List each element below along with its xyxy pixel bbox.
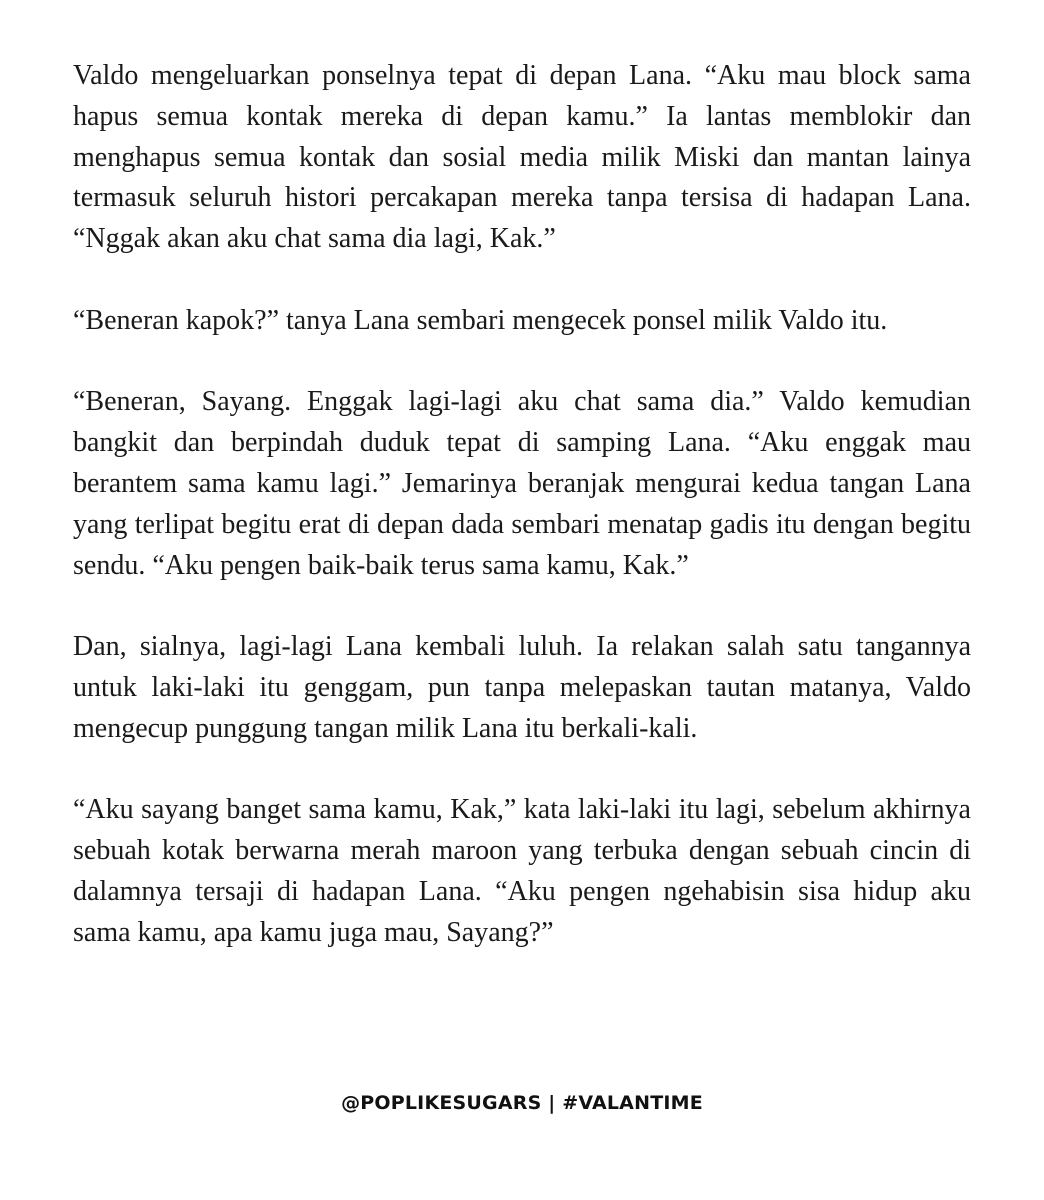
paragraph-4: Dan, sialnya, lagi-lagi Lana kembali luluh. Ia relakan salah satu tangannya untuk laki-laki itu genggam, pun tanpa melepaskan tautan matanya, Valdo mengecup punggung tangan milik Lana itu berkali-kali. [73,631,971,744]
story-text [73,56,971,954]
paragraph-5: “Aku sayang banget sama kamu, Kak,” kata laki-laki itu lagi, sebelum akhirnya sebuah kotak berwarna merah maroon yang terbuka dengan sebuah cincin di dalamnya tersaji di hadapan Lana. “Aku pengen ngehabisin sisa hidup aku sama kamu, apa kamu juga mau, Sayang?” [73,794,971,948]
author-credit: @POPLIKESUGARS | #VALANTIME [341,1092,703,1114]
paragraph-2: “Beneran kapok?” tanya Lana sembari mengecek ponsel milik Valdo itu. [73,304,888,336]
paragraph-3: “Beneran, Sayang. Enggak lagi-lagi aku chat sama dia.” Valdo kemudian bangkit dan berpindah duduk tepat di samping Lana. “Aku enggak mau berantem sama kamu lagi.” Jemarinya beranjak mengurai kedua tangan Lana yang terlipat begitu erat di depan dada sembari menatap gadis itu dengan begitu sendu. “Aku pengen baik-baik terus sama kamu, Kak.” [73,386,971,581]
paragraph-1: Valdo mengeluarkan ponselnya tepat di depan Lana. “Aku mau block sama hapus semua kontak mereka di depan kamu.” Ia lantas memblokir dan menghapus semua kontak dan sosial media milik Miski dan mantan lainya termasuk seluruh histori percakapan mereka tanpa tersisa di hadapan Lana. “Nggak akan aku chat sama dia lagi, Kak.” [73,60,971,255]
